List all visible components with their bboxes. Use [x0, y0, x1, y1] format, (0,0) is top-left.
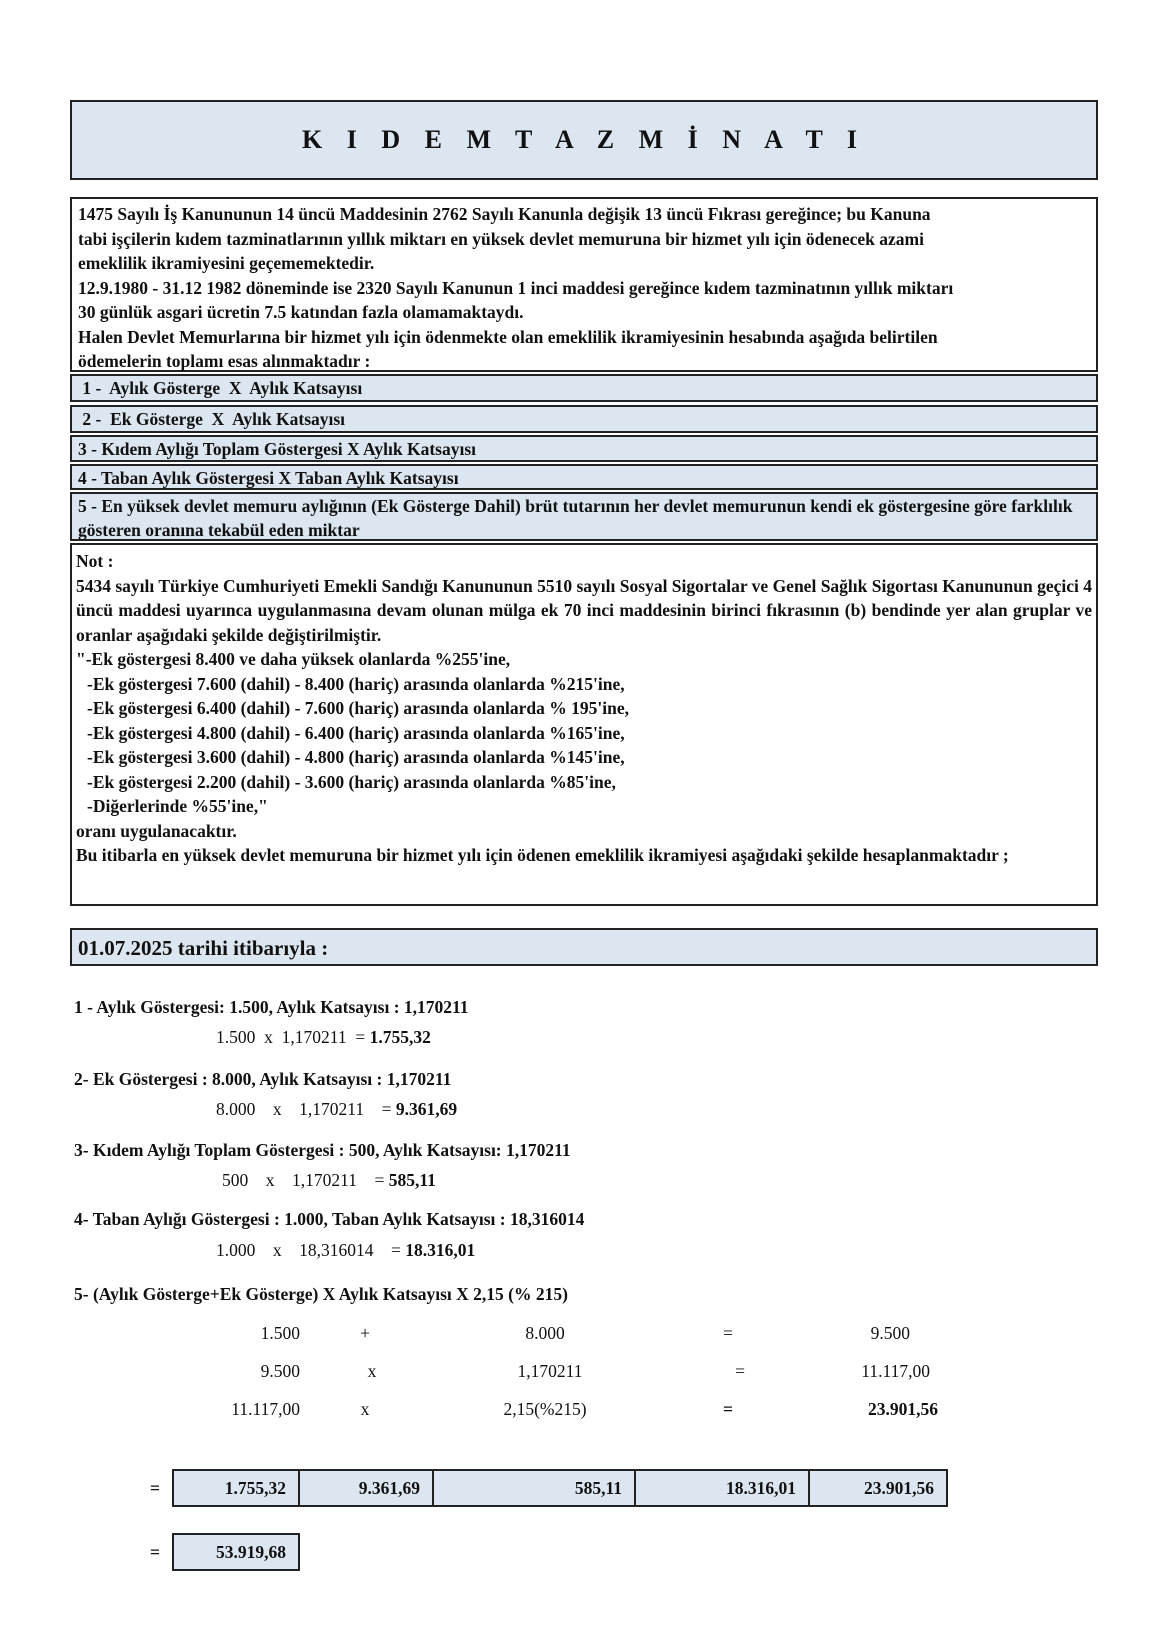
intro-line: 1475 Sayılı İş Kanununun 14 üncü Maddesinin 2762 Sayılı Kanunla değişik 13 üncü Fıkrası gereğince; bu Kanuna [78, 204, 931, 224]
summary-value: 9.361,69 [358, 1478, 420, 1498]
title-box [70, 100, 1098, 180]
total-equals: = [150, 1542, 160, 1562]
payment-item-label: 3 - Kıdem Aylığı Toplam Göstergesi X Aylık Katsayısı [78, 439, 476, 459]
payment-item-3 [70, 435, 1098, 462]
note-paragraph: 5434 sayılı Türkiye Cumhuriyeti Emekli Sandığı Kanununun 5510 sayılı Sosyal Sigortalar ve Genel Sağlık Sigortası Kanununun geçici 4 üncü maddesi uyarınca uygulanmasına devam olunan mülga ek 70 inci maddesinin birinci fıkrasının (b) bendinde yer alan gruplar ve oranlar aşağıdaki şekilde değiştirilmiştir. [76, 575, 1093, 645]
calc-5-row-3-a: 11.117,00 [231, 1399, 300, 1419]
calc-4-label: 4- Taban Aylığı Göstergesi : 1.000, Taban Aylık Katsayısı : 18,316014 [74, 1209, 585, 1229]
calc-1-label: 1 - Aylık Göstergesi: 1.500, Aylık Katsayısı : 1,170211 [74, 997, 469, 1017]
payment-item-5 [70, 492, 1098, 541]
calc-2-result: 9.361,69 [395, 1099, 458, 1119]
summary-cell-2 [298, 1469, 434, 1507]
payment-item-4 [70, 464, 1098, 490]
calc-4-result: 18.316,01 [405, 1240, 476, 1260]
calc-5-row-1-result: 9.500 [870, 1323, 910, 1343]
summary-cell-4 [634, 1469, 810, 1507]
intro-line: 30 günlük asgari ücretin 7.5 katından fazla olamamaktaydı. [78, 302, 524, 322]
payment-item-label: 5 - En yüksek devlet memuru aylığının (Ek Gösterge Dahil) brüt tutarının her devlet memurunun kendi ek göstergesine göre farklılık gösteren oranına tekabül eden miktar [78, 496, 1073, 540]
intro-line: Halen Devlet Memurlarına bir hizmet yılı için ödenmekte olan emeklilik ikramiyesinin hesabında aşağıda belirtilen [78, 326, 938, 347]
calc-2-label: 2- Ek Göstergesi : 8.000, Aylık Katsayısı : 1,170211 [74, 1069, 452, 1089]
note-rule: -Ek göstergesi 2.200 (dahil) - 3.600 (hariç) arasında olanlarda %85'ine, [87, 771, 616, 792]
summary-value: 18.316,01 [726, 1478, 796, 1498]
calc-5-row-3-op: x [360, 1399, 370, 1419]
intro-line: 12.9.1980 - 31.12 1982 döneminde ise 2320 Sayılı Kanunun 1 inci maddesi gereğince kıdem tazminatının yıllık miktarı [78, 277, 954, 298]
payment-item-label: 1 - Aylık Gösterge X Aylık Katsayısı [78, 378, 363, 398]
payment-item-label: 2 - Ek Gösterge X Aylık Katsayısı [78, 409, 346, 429]
note-box [70, 543, 1098, 906]
payment-item-2 [70, 405, 1098, 433]
calc-5-row-3-eq: = [723, 1399, 733, 1419]
calc-3-expression: 500 x 1,170211 = [222, 1170, 385, 1190]
summary-value: 1.755,32 [224, 1478, 286, 1498]
note-rule: -Diğerlerinde %55'ine," [87, 796, 268, 816]
calc-5-row-3-b: 2,15(%215) [503, 1399, 587, 1419]
calc-5-row-2-op: x [367, 1361, 377, 1381]
calc-4-expression: 1.000 x 18,316014 = [216, 1240, 401, 1260]
note-after: oranı uygulanacaktır. [76, 820, 237, 841]
intro-line: tabi işçilerin kıdem tazminatlarının yıllık miktarı en yüksek devlet memuruna bir hizmet yılı için ödenecek azami [78, 228, 924, 249]
payment-item-label: 4 - Taban Aylık Göstergesi X Taban Aylık Katsayısı [78, 468, 459, 488]
calc-3-label: 3- Kıdem Aylığı Toplam Göstergesi : 500, Aylık Katsayısı: 1,170211 [74, 1140, 571, 1160]
summary-cell-1 [172, 1469, 300, 1507]
note-heading: Not : [76, 551, 114, 571]
summary-value: 23.901,56 [864, 1478, 934, 1498]
note-closing: Bu itibarla en yüksek devlet memuruna bir hizmet yılı için ödenen emeklilik ikramiyesi aşağıdaki şekilde hesaplanmaktadır ; [76, 845, 1009, 865]
total-value: 53.919,68 [216, 1542, 286, 1562]
payment-item-1 [70, 374, 1098, 402]
calc-1-result: 1.755,32 [369, 1027, 431, 1047]
note-rule: -Ek göstergesi 7.600 (dahil) - 8.400 (hariç) arasında olanlarda %215'ine, [87, 673, 625, 694]
note-rule: -Ek göstergesi 6.400 (dahil) - 7.600 (hariç) arasında olanlarda % 195'ine, [87, 698, 630, 718]
note-rule: -Ek göstergesi 4.800 (dahil) - 6.400 (hariç) arasında olanlarda %165'ine, [87, 722, 625, 743]
calc-1-expression: 1.500 x 1,170211 = [216, 1027, 366, 1047]
summary-cell-5 [808, 1469, 948, 1507]
note-rule: "-Ek göstergesi 8.400 ve daha yüksek olanlarda %255'ine, [76, 649, 511, 669]
intro-line: ödemelerin toplamı esas alınmaktadır : [78, 351, 371, 371]
date-heading: 01.07.2025 tarihi itibarıyla : [78, 936, 329, 960]
calc-5-row-3-result: 23.901,56 [868, 1399, 938, 1419]
summary-cell-3 [432, 1469, 636, 1507]
calc-5-label: 5- (Aylık Gösterge+Ek Gösterge) X Aylık Katsayısı X 2,15 (% 215) [74, 1284, 568, 1304]
calc-5-row-1-eq: = [723, 1323, 733, 1343]
intro-box [70, 197, 1098, 372]
calc-5-row-2-result: 11.117,00 [861, 1361, 930, 1381]
intro-line: emeklilik ikramiyesini geçememektedir. [78, 253, 375, 273]
note-rule: -Ek göstergesi 3.600 (dahil) - 4.800 (hariç) arasında olanlarda %145'ine, [87, 747, 625, 767]
summary-value: 585,11 [574, 1478, 622, 1498]
page-title: K I D E M T A Z M İ N A T I [301, 125, 866, 154]
calc-5-row-2-eq: = [735, 1361, 745, 1381]
calc-5-row-2-b: 1,170211 [517, 1361, 583, 1381]
calc-5-row-1-b: 8.000 [525, 1323, 565, 1343]
calc-5-row-1-op: + [360, 1323, 370, 1343]
date-heading-box [70, 928, 1098, 966]
summary-equals: = [150, 1478, 160, 1498]
calc-2-expression: 8.000 x 1,170211 = [216, 1099, 392, 1119]
calc-5-row-1-a: 1.500 [260, 1323, 300, 1343]
calc-5-row-2-a: 9.500 [260, 1361, 300, 1381]
calc-3-result: 585,11 [388, 1170, 436, 1190]
total-cell [172, 1533, 300, 1571]
